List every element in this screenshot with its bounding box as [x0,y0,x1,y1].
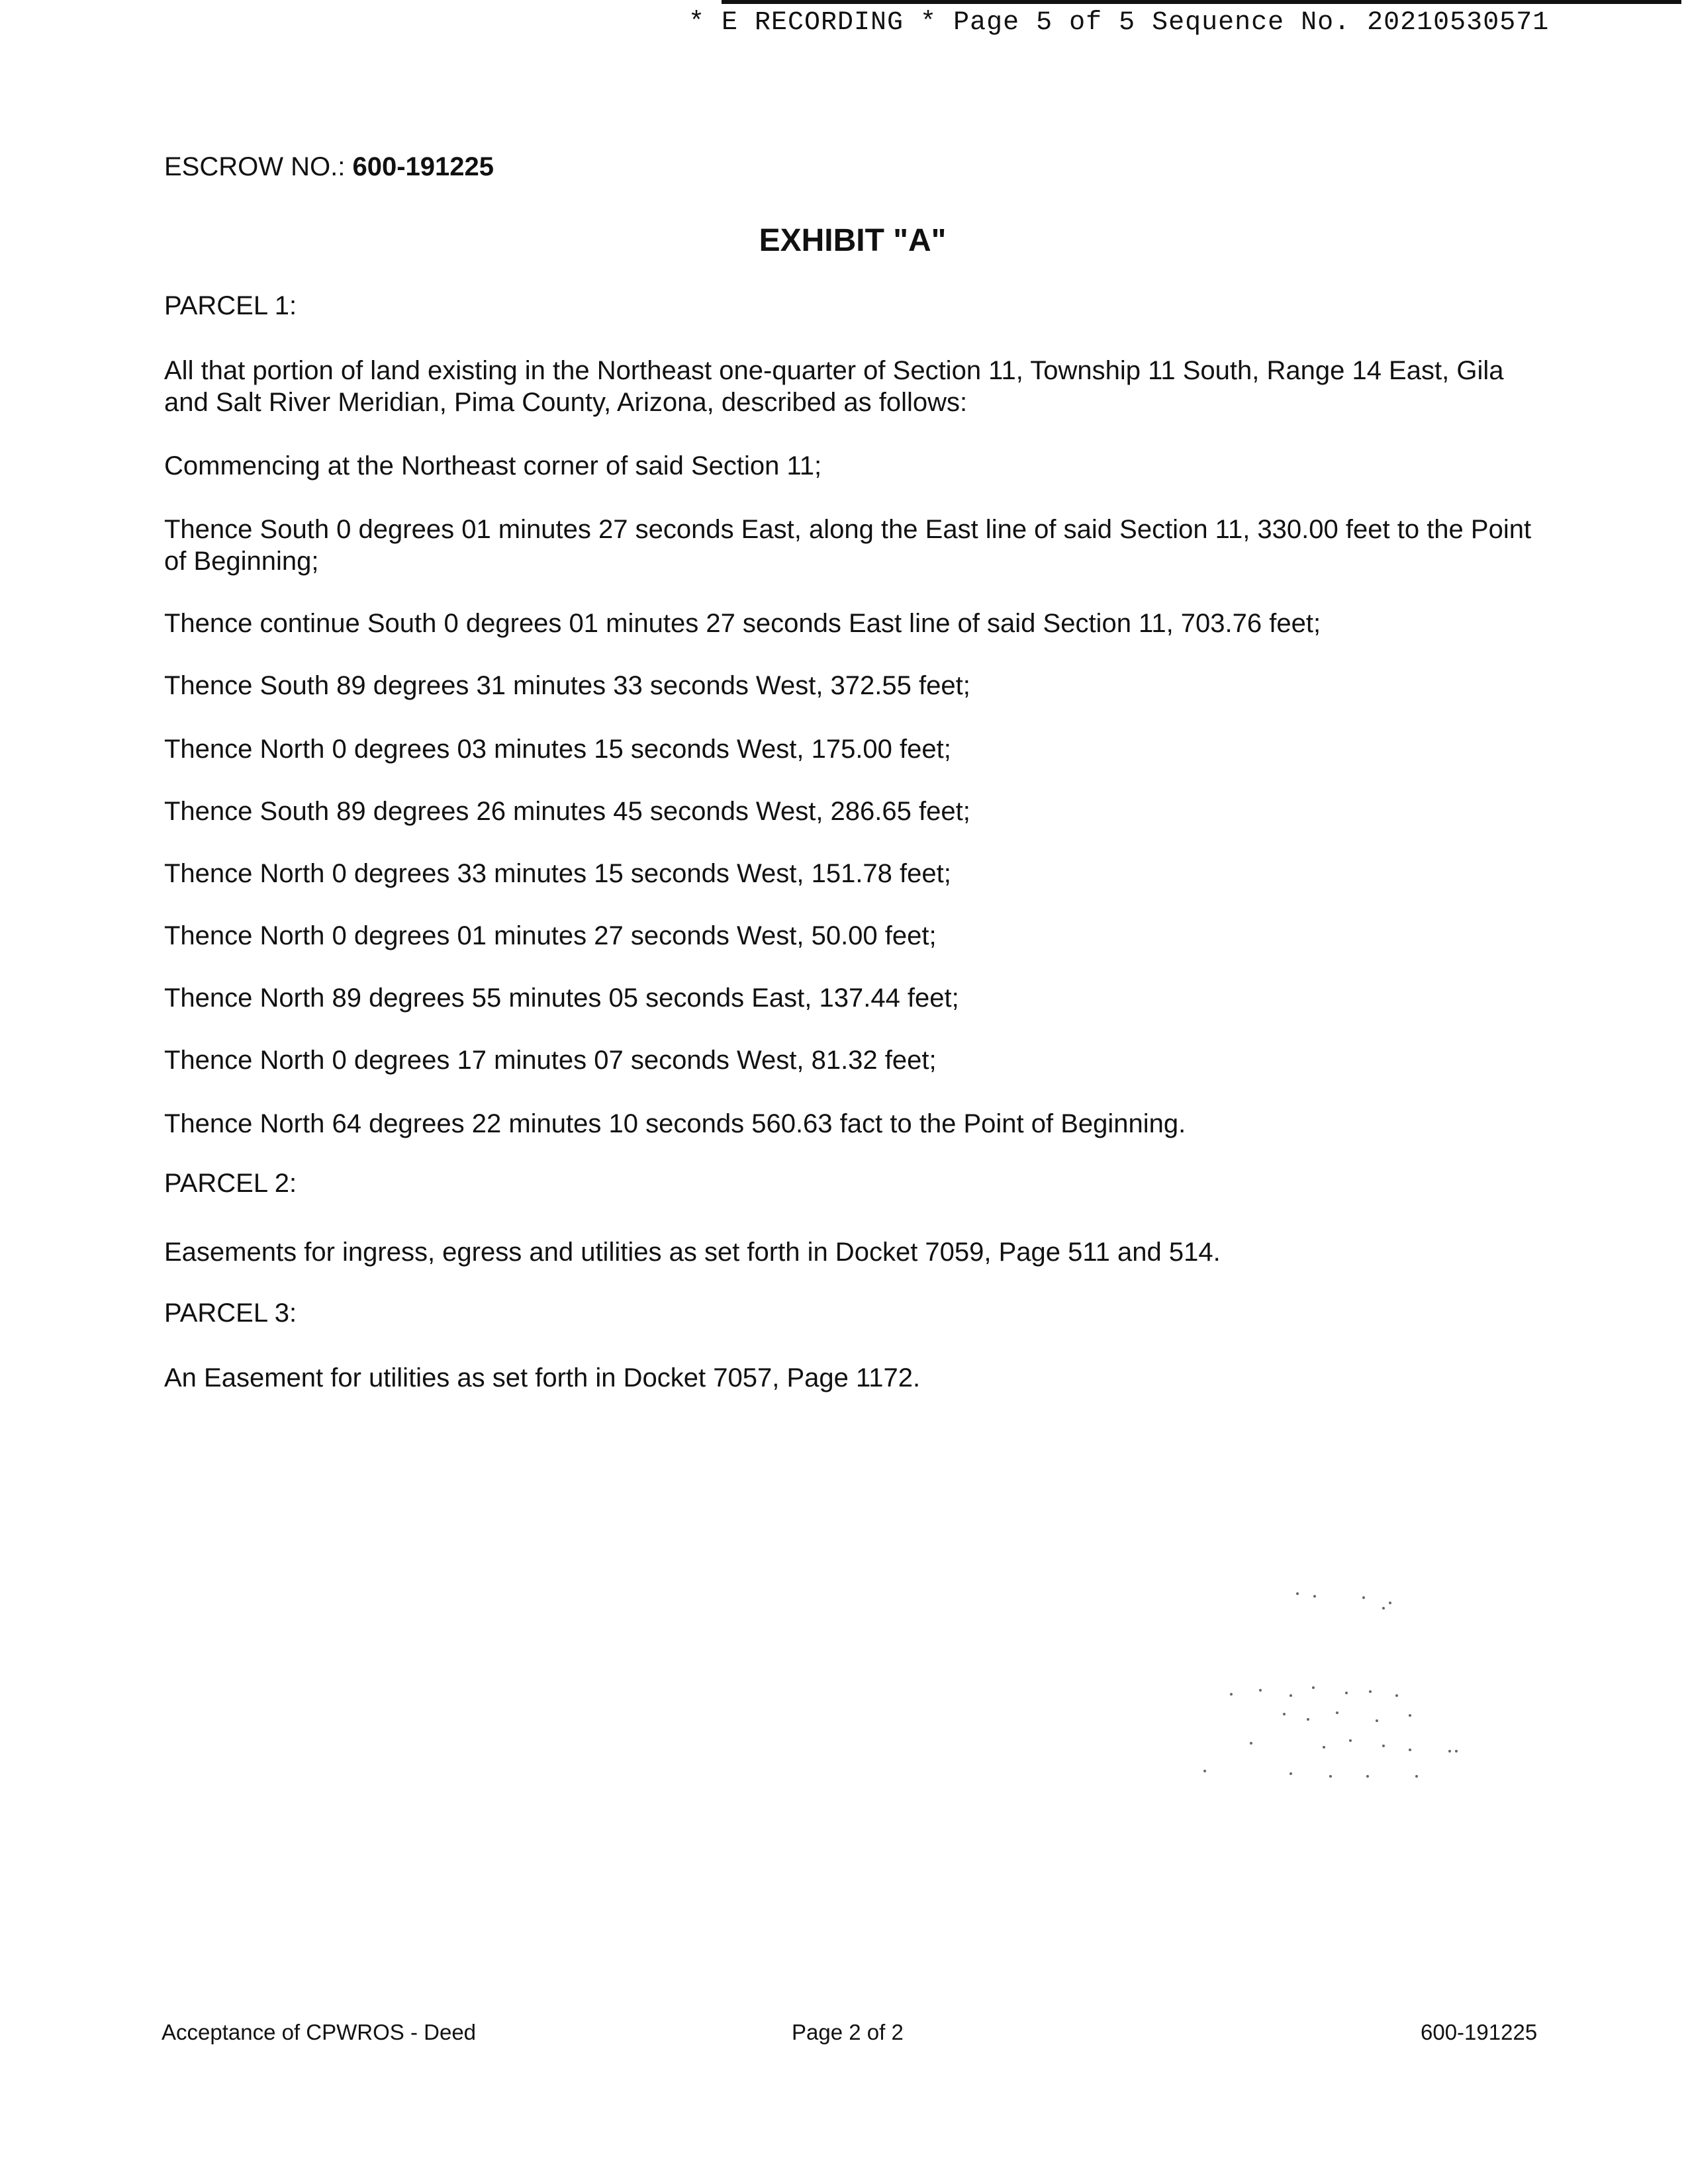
call-1: Thence South 0 degrees 01 minutes 27 seconds East, along the East line of said Section 11, 330.00 feet to the Point of Beginning; [164,515,1532,576]
escrow-line [164,151,494,183]
footer-escrow-number: 600-191225 [1421,2020,1538,2044]
call-3: Thence South 89 degrees 31 minutes 33 seconds West, 372.55 feet; [164,671,970,700]
exhibit-title: EXHIBIT "A" [759,223,947,258]
call-4: Thence North 0 degrees 03 minutes 15 seconds West, 175.00 feet; [164,735,951,764]
parcel-1-heading: PARCEL 1: [164,291,297,320]
call-6: Thence North 0 degrees 33 minutes 15 seconds West, 151.78 feet; [164,859,951,888]
call-8: Thence North 89 degrees 55 minutes 05 seconds East, 137.44 feet; [164,983,959,1013]
recording-header: * E RECORDING * Page 5 of 5 Sequence No. 20210530571 [688,8,1550,38]
scan-noise-speckles [1192,1588,1562,1807]
top-border-line [722,0,1681,4]
footer-document-name: Acceptance of CPWROS - Deed [162,2020,477,2044]
parcel-1-intro: All that portion of land existing in the Northeast one-quarter of Section 11, Township 11 South, Range 14 East, Gila and Salt River Meridian, Pima County, Arizona, described as follows: [164,356,1504,417]
call-2: Thence continue South 0 degrees 01 minutes 27 seconds East line of said Section 11, 703.76 feet; [164,609,1321,638]
parcel-3-text: An Easement for utilities as set forth in Docket 7057, Page 1172. [164,1363,921,1392]
escrow-number: 600-191225 [352,152,494,181]
call-10: Thence North 64 degrees 22 minutes 10 seconds 560.63 fact to the Point of Beginning. [164,1109,1186,1138]
call-7: Thence North 0 degrees 01 minutes 27 seconds West, 50.00 feet; [164,921,937,950]
escrow-label: ESCROW NO.: [164,152,346,181]
parcel-2-text: Easements for ingress, egress and utilities as set forth in Docket 7059, Page 511 and 514. [164,1238,1221,1267]
call-9: Thence North 0 degrees 17 minutes 07 seconds West, 81.32 feet; [164,1046,937,1075]
commencing-paragraph: Commencing at the Northeast corner of said Section 11; [164,451,822,480]
parcel-2-heading: PARCEL 2: [164,1169,297,1198]
call-5: Thence South 89 degrees 26 minutes 45 seconds West, 286.65 feet; [164,797,970,826]
parcel-3-heading: PARCEL 3: [164,1298,297,1328]
footer-page-number: Page 2 of 2 [792,2020,904,2044]
